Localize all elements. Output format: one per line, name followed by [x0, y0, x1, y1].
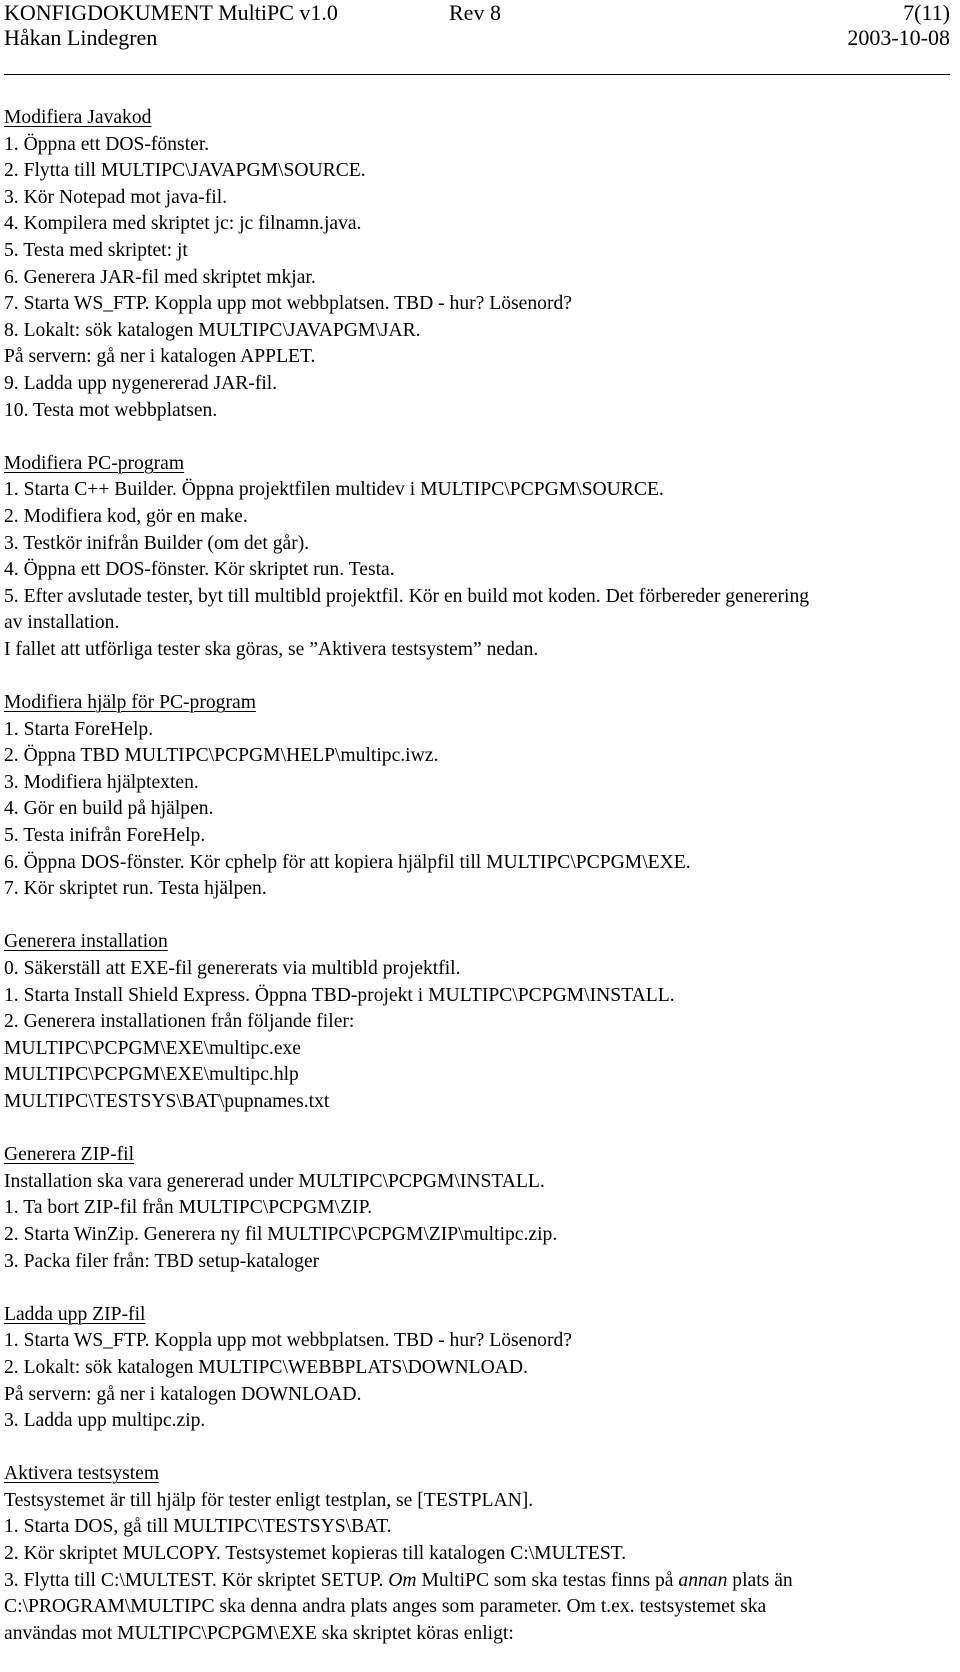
step-line: Testsystemet är till hjälp för tester enligt testplan, se [TESTPLAN].: [4, 1489, 534, 1511]
step-line: C:\PROGRAM\MULTIPC ska denna andra plats anges som parameter. Om t.ex. testsystemet ska: [4, 1596, 767, 1618]
file-path-line: MULTIPC\TESTSYS\BAT\pupnames.txt: [4, 1090, 330, 1112]
step-line: 8. Lokalt: sök katalogen MULTIPC\JAVAPGM\JAR.: [4, 319, 421, 341]
step-line: 2. Lokalt: sök katalogen MULTIPC\WEBBPLATS\DOWNLOAD.: [4, 1356, 528, 1378]
step-line: 5. Testa inifrån ForeHelp.: [4, 825, 206, 847]
section-heading: Generera installation: [4, 931, 168, 953]
section-heading: Modifiera hjälp för PC-program: [4, 692, 256, 714]
section-heading: Modifiera PC-program: [4, 452, 185, 474]
step-text: 3. Flytta till C:\MULTEST. Kör skriptet SETUP.: [4, 1569, 389, 1591]
step-line: 7. Kör skriptet run. Testa hjälpen.: [4, 878, 267, 900]
file-path-line: MULTIPC\PCPGM\EXE\multipc.exe: [4, 1037, 302, 1059]
step-line: På servern: gå ner i katalogen APPLET.: [4, 346, 316, 368]
step-line: 4. Gör en build på hjälpen.: [4, 798, 214, 820]
step-line: 3. Kör Notepad mot java-fil.: [4, 186, 228, 208]
author-name: Håkan Lindegren: [4, 25, 158, 50]
document-date: 2003-10-08: [847, 25, 950, 50]
step-line: användas mot MULTIPC\PCPGM\EXE ska skriptet köras enligt:: [4, 1622, 514, 1644]
step-line: 1. Starta ForeHelp.: [4, 718, 154, 740]
section-modifiera-pc-program: [4, 451, 954, 664]
step-line: 2. Generera installationen från följande filer:: [4, 1011, 355, 1033]
step-line: 3. Packa filer från: TBD setup-kataloger: [4, 1250, 320, 1272]
step-line: På servern: gå ner i katalogen DOWNLOAD.: [4, 1383, 362, 1405]
step-line: 10. Testa mot webbplatsen.: [4, 399, 218, 421]
section-heading: Aktivera testsystem: [4, 1463, 160, 1485]
page-header: [4, 0, 954, 76]
emphasis-text: Om: [388, 1569, 417, 1591]
step-line: av installation.: [4, 612, 120, 634]
emphasis-text: annan: [678, 1569, 728, 1591]
step-line: 9. Ladda upp nygenererad JAR-fil.: [4, 372, 278, 394]
step-line: 1. Starta Install Shield Express. Öppna TBD-projekt i MULTIPC\PCPGM\INSTALL.: [4, 984, 675, 1006]
step-line: 4. Kompilera med skriptet jc: jc filnamn.java.: [4, 213, 362, 235]
section-generera-installation: [4, 929, 954, 1115]
step-line: 7. Starta WS_FTP. Koppla upp mot webbplatsen. TBD - hur? Lösenord?: [4, 293, 572, 315]
step-line: 2. Starta WinZip. Generera ny fil MULTIPC\PCPGM\ZIP\multipc.zip.: [4, 1223, 558, 1245]
step-line: 3. Testkör inifrån Builder (om det går).: [4, 532, 310, 554]
section-modifiera-javakod: [4, 105, 954, 424]
document-page: [4, 0, 954, 1644]
step-line: 3. Ladda upp multipc.zip.: [4, 1410, 206, 1432]
step-line: 3. Modifiera hjälptexten.: [4, 771, 199, 793]
step-line: 6. Generera JAR-fil med skriptet mkjar.: [4, 266, 316, 288]
section-heading: Modifiera Javakod: [4, 107, 152, 128]
step-line: 2. Flytta till MULTIPC\JAVAPGM\SOURCE.: [4, 160, 366, 182]
step-line: Installation ska vara genererad under MULTIPC\PCPGM\INSTALL.: [4, 1170, 545, 1192]
revision-label: Rev 8: [449, 0, 501, 25]
page-number: 7(11): [903, 0, 950, 25]
step-line: 2. Kör skriptet MULCOPY. Testsystemet kopieras till katalogen C:\MULTEST.: [4, 1543, 627, 1565]
step-text: MultiPC som ska testas finns på: [416, 1569, 679, 1591]
section-modifiera-hjalp: [4, 690, 954, 903]
step-line: 4. Öppna ett DOS-fönster. Kör skriptet run. Testa.: [4, 559, 395, 581]
section-generera-zip-fil: [4, 1142, 954, 1275]
step-line: 5. Efter avslutade tester, byt till multibld projektfil. Kör en build mot koden. Det förbereder generering: [4, 585, 810, 607]
step-line: 1. Öppna ett DOS-fönster.: [4, 133, 210, 155]
document-title: KONFIGDOKUMENT MultiPC v1.0: [4, 0, 338, 25]
step-text: plats än: [727, 1569, 793, 1591]
step-line: 2. Öppna TBD MULTIPC\PCPGM\HELP\multipc.iwz.: [4, 745, 439, 767]
document-body: [4, 105, 954, 1647]
file-path-line: MULTIPC\PCPGM\EXE\multipc.hlp: [4, 1064, 299, 1086]
step-line: 5. Testa med skriptet: jt: [4, 239, 188, 261]
section-heading: Ladda upp ZIP-fil: [4, 1303, 146, 1325]
step-line: [4, 1568, 954, 1595]
step-line: 1. Starta DOS, gå till MULTIPC\TESTSYS\BAT.: [4, 1516, 392, 1538]
section-aktivera-testsystem: [4, 1461, 954, 1647]
step-line: 1. Starta C++ Builder. Öppna projektfilen multidev i MULTIPC\PCPGM\SOURCE.: [4, 479, 664, 501]
section-ladda-upp-zip-fil: [4, 1302, 954, 1435]
step-line: 6. Öppna DOS-fönster. Kör cphelp för att kopiera hjälpfil till MULTIPC\PCPGM\EXE.: [4, 851, 691, 873]
header-row-2: [4, 25, 950, 51]
step-line: 0. Säkerställ att EXE-fil genererats via multibld projektfil.: [4, 958, 461, 979]
step-line: 2. Modifiera kod, gör en make.: [4, 505, 248, 527]
step-line: 1. Starta WS_FTP. Koppla upp mot webbplatsen. TBD - hur? Lösenord?: [4, 1330, 572, 1352]
section-heading: Generera ZIP-fil: [4, 1144, 135, 1166]
step-line: I fallet att utförliga tester ska göras, se ”Aktivera testsystem” nedan.: [4, 638, 539, 660]
header-row-1: [4, 0, 950, 26]
step-line: 1. Ta bort ZIP-fil från MULTIPC\PCPGM\ZIP.: [4, 1197, 373, 1219]
header-divider: [4, 74, 950, 75]
